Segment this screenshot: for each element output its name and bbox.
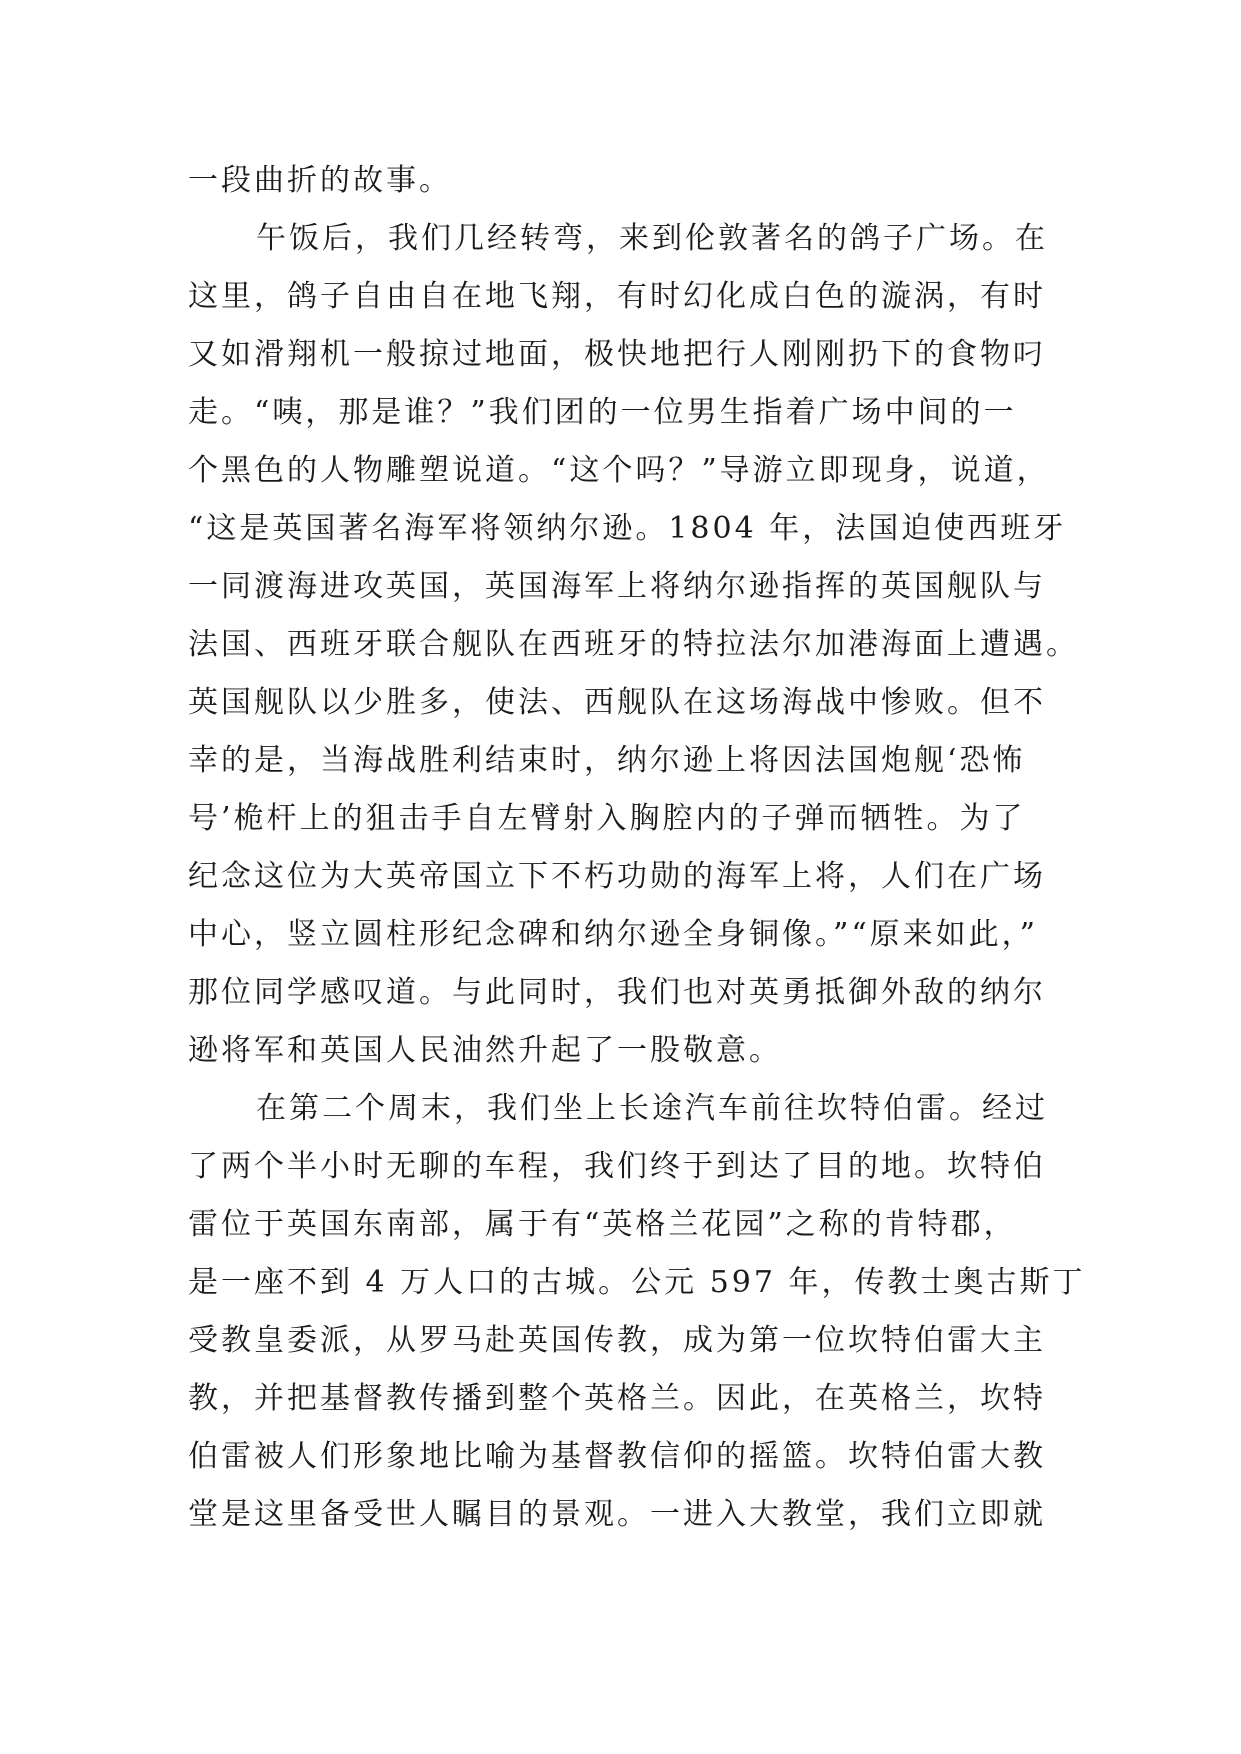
text-line: 英国舰队以少胜多，使法、西舰队在这场海战中惨败。但不 [188,685,1046,720]
text-line: 堂是这里备受世人瞩目的景观。一进入大教堂，我们立即就 [188,1497,1046,1532]
text-line: 了两个半小时无聊的车程，我们终于到达了目的地。坎特伯 [188,1149,1046,1184]
text-line: 雷位于英国东南部，属于有“英格兰花园”之称的肯特郡， [188,1207,1017,1242]
text-line: 中心，竖立圆柱形纪念碑和纳尔逊全身铜像。”“原来如此，” [188,917,1039,952]
text-line: 号’桅杆上的狙击手自左臂射入胸腔内的子弹而牺牲。为了 [188,801,1026,836]
text-line: “这是英国著名海军将领纳尔逊。1804 年，法国迫使西班牙 [188,511,1067,546]
text-line: 逊将军和英国人民油然升起了一股敬意。 [188,1033,782,1068]
text-line: 在第二个周末，我们坐上长途汽车前往坎特伯雷。经过 [256,1091,1048,1126]
text-line: 教，并把基督教传播到整个英格兰。因此，在英格兰，坎特 [188,1381,1046,1416]
text-line: 走。“咦，那是谁？”我们团的一位男生指着广场中间的一 [188,395,1017,430]
text-line: 伯雷被人们形象地比喻为基督教信仰的摇篮。坎特伯雷大教 [188,1439,1046,1474]
text-line: 是一座不到 4 万人口的古城。公元 597 年，传教士奥古斯丁 [188,1265,1086,1300]
text-line: 那位同学感叹道。与此同时，我们也对英勇抵御外敌的纳尔 [188,975,1046,1010]
text-line: 法国、西班牙联合舰队在西班牙的特拉法尔加港海面上遭遇。 [188,627,1079,662]
text-line: 午饭后，我们几经转弯，来到伦敦著名的鸽子广场。在 [256,221,1048,256]
text-line: 这里，鸽子自由自在地飞翔，有时幻化成白色的漩涡，有时 [188,279,1046,314]
body-text [188,152,1086,1544]
text-line: 一段曲折的故事。 [188,163,452,198]
text-line: 受教皇委派，从罗马赴英国传教，成为第一位坎特伯雷大主 [188,1323,1046,1358]
text-line: 又如滑翔机一般掠过地面，极快地把行人刚刚扔下的食物叼 [188,337,1046,372]
text-line: 幸的是，当海战胜利结束时，纳尔逊上将因法国炮舰‘恐怖 [188,743,1026,778]
text-line: 一同渡海进攻英国，英国海军上将纳尔逊指挥的英国舰队与 [188,569,1046,604]
text-line: 纪念这位为大英帝国立下不朽功勋的海军上将，人们在广场 [188,859,1046,894]
text-line: 个黑色的人物雕塑说道。“这个吗？”导游立即现身，说道， [188,453,1050,488]
